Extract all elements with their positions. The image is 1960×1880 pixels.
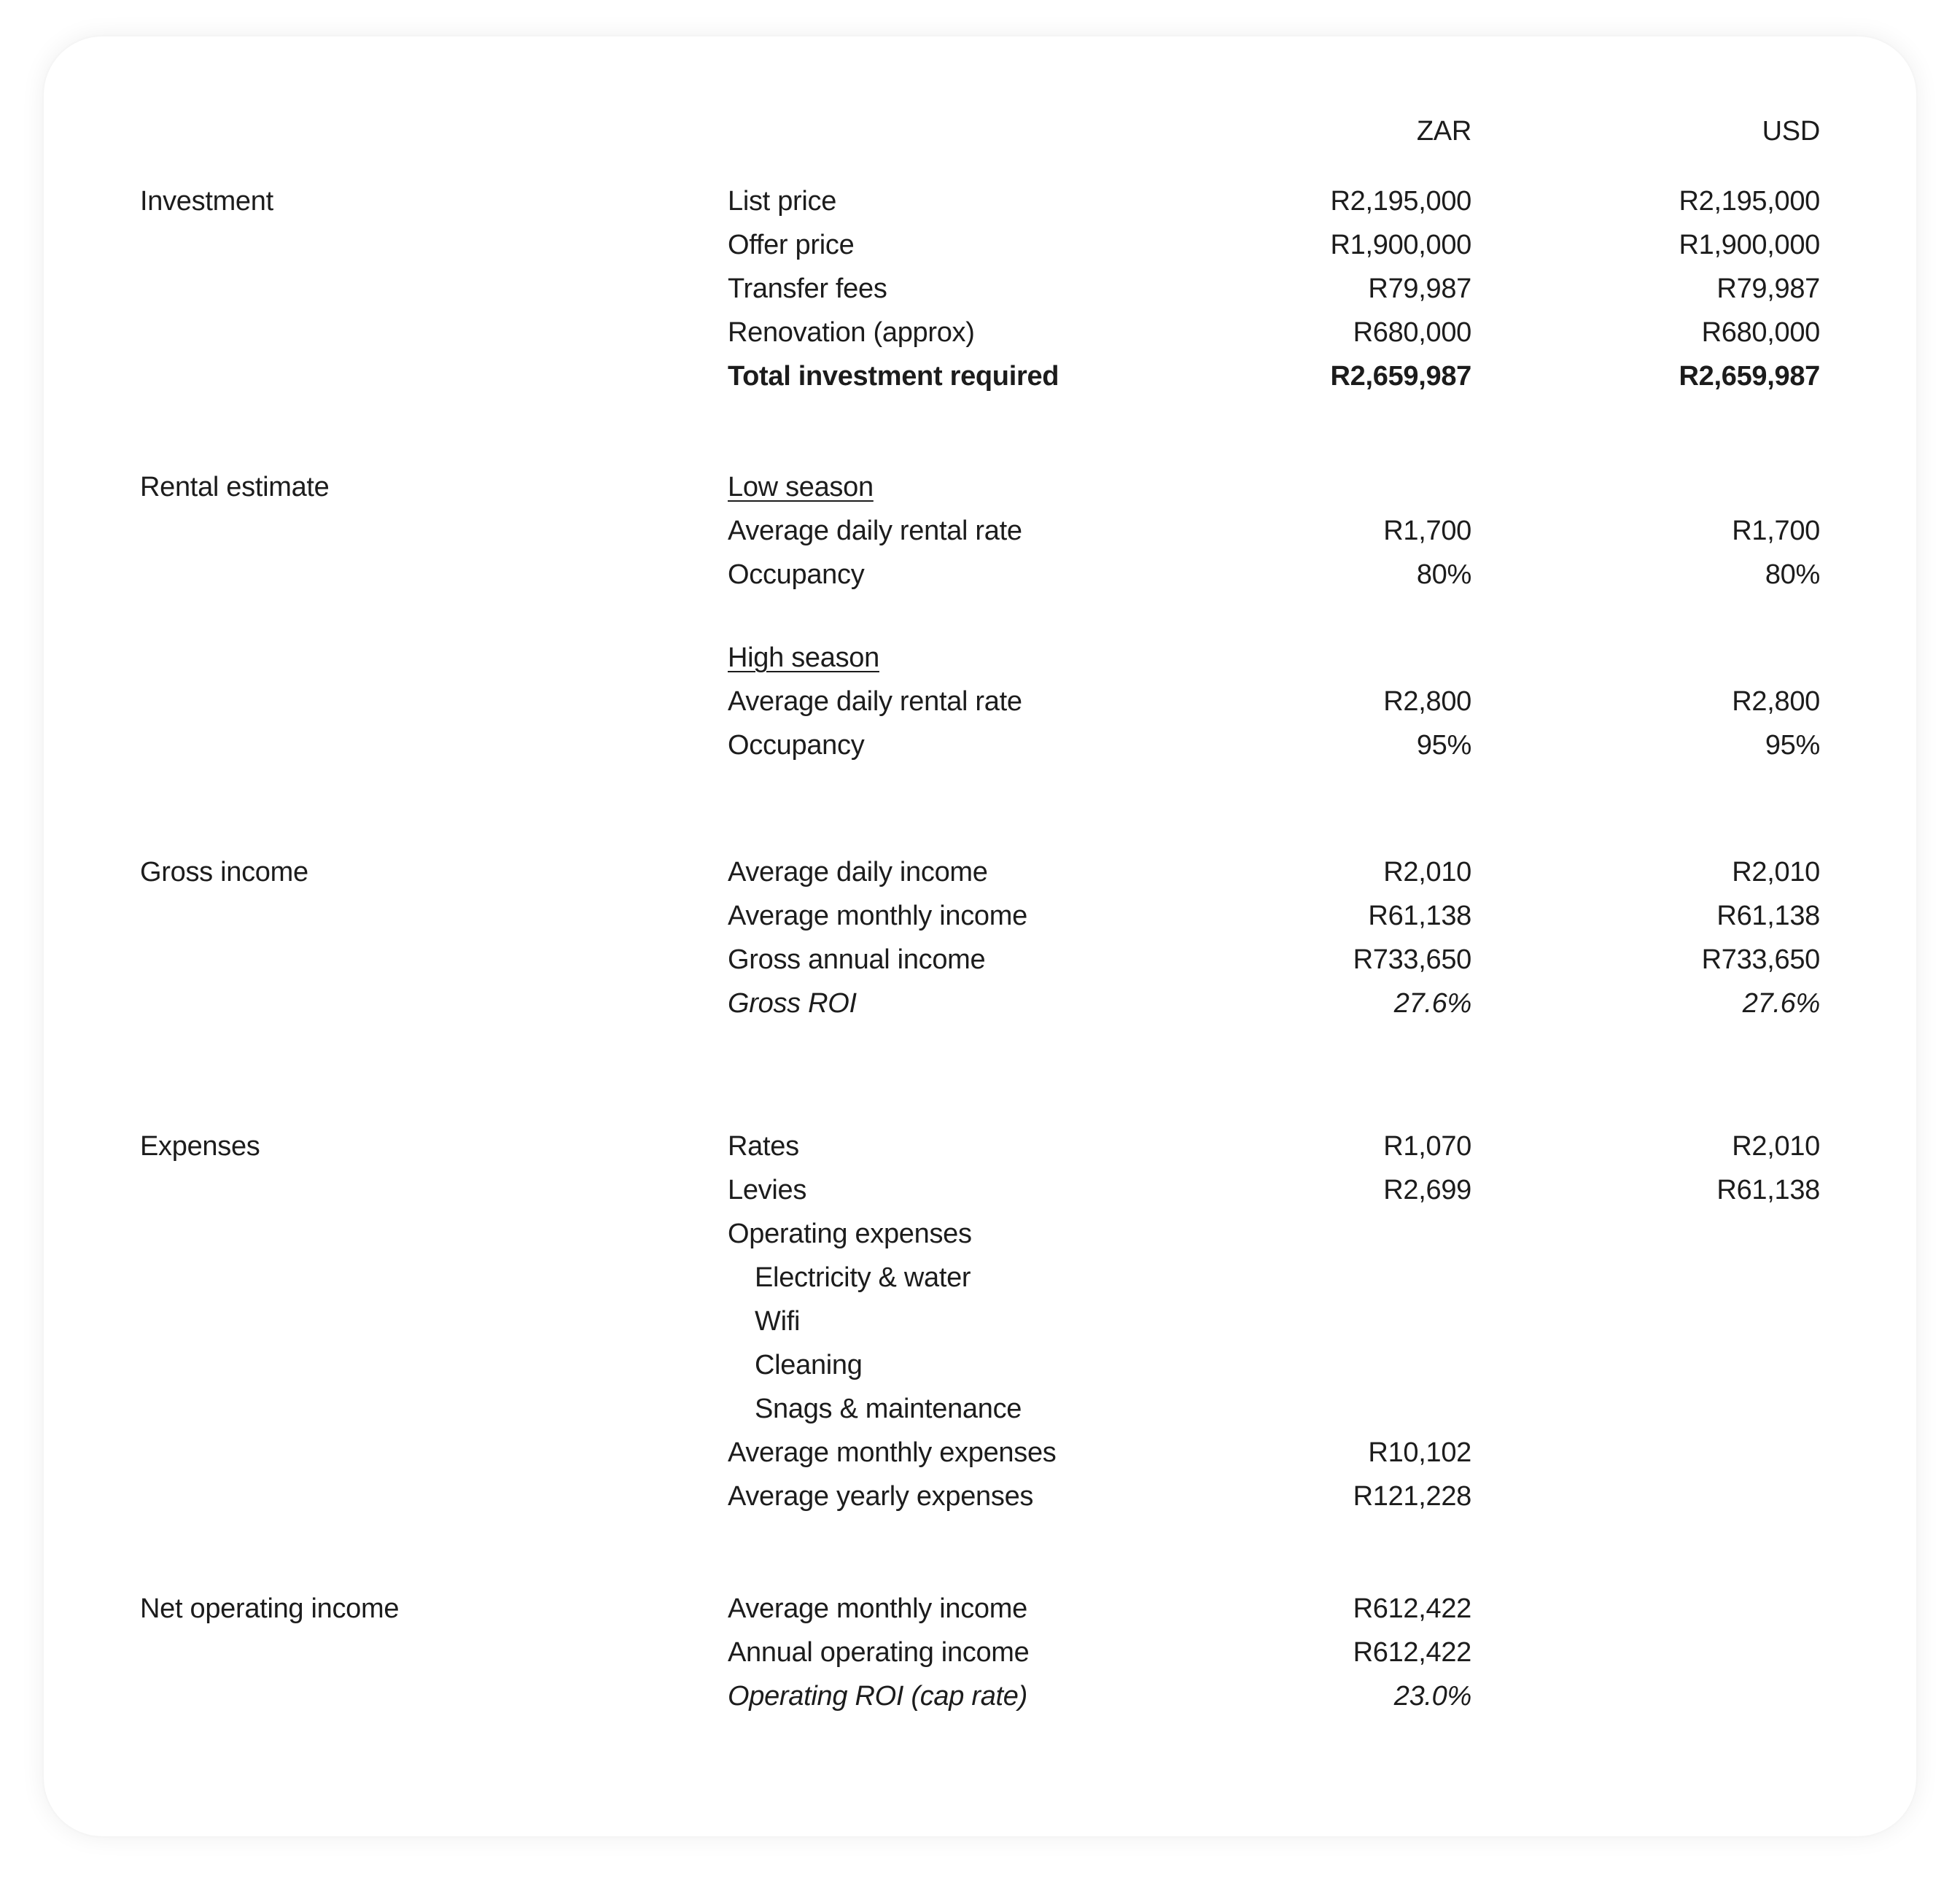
row-label-transfer-fees: Transfer fees (728, 273, 887, 304)
row-label-high-daily-rate: Average daily rental rate (728, 686, 1022, 717)
noi-avg-monthly-income-zar: R612,422 (1353, 1593, 1471, 1624)
row-label-total-investment: Total investment required (728, 361, 1059, 392)
operating-roi-zar: 23.0% (1393, 1681, 1471, 1712)
avg-monthly-income-zar: R61,138 (1368, 901, 1471, 931)
low-occupancy-usd: 80% (1765, 559, 1820, 590)
row-label-low-daily-rate: Average daily rental rate (728, 516, 1022, 546)
avg-monthly-income-usd: R61,138 (1716, 901, 1820, 931)
list-price-usd: R2,195,000 (1679, 186, 1820, 217)
high-occupancy-zar: 95% (1416, 730, 1471, 761)
avg-daily-income-usd: R2,010 (1732, 857, 1820, 887)
section-label-investment: Investment (140, 186, 273, 217)
gross-annual-income-zar: R733,650 (1353, 944, 1471, 975)
section-label-gross-income: Gross income (140, 857, 308, 887)
total-investment-zar: R2,659,987 (1330, 361, 1471, 392)
column-header-zar: ZAR (1416, 116, 1471, 147)
row-label-high-occupancy: Occupancy (728, 730, 865, 761)
list-price-zar: R2,195,000 (1330, 186, 1471, 217)
gross-roi-zar: 27.6% (1393, 988, 1471, 1019)
avg-daily-income-zar: R2,010 (1383, 857, 1471, 887)
row-label-snags-maintenance: Snags & maintenance (755, 1394, 1022, 1424)
row-label-annual-operating-income: Annual operating income (728, 1637, 1030, 1668)
avg-yearly-expenses-zar: R121,228 (1353, 1481, 1471, 1512)
section-label-rental-estimate: Rental estimate (140, 472, 330, 502)
high-season-heading: High season (728, 642, 879, 673)
row-label-avg-monthly-expenses: Average monthly expenses (728, 1437, 1057, 1468)
transfer-fees-usd: R79,987 (1716, 273, 1820, 304)
section-label-net-operating-income: Net operating income (140, 1593, 400, 1624)
row-label-list-price: List price (728, 186, 837, 217)
row-label-rates: Rates (728, 1131, 799, 1162)
transfer-fees-zar: R79,987 (1368, 273, 1471, 304)
high-daily-rate-usd: R2,800 (1732, 686, 1820, 717)
low-daily-rate-zar: R1,700 (1383, 516, 1471, 546)
row-label-low-occupancy: Occupancy (728, 559, 865, 590)
low-season-heading: Low season (728, 472, 874, 502)
high-daily-rate-zar: R2,800 (1383, 686, 1471, 717)
levies-usd: R61,138 (1716, 1175, 1820, 1205)
row-label-operating-roi: Operating ROI (cap rate) (728, 1681, 1027, 1712)
rates-zar: R1,070 (1383, 1131, 1471, 1162)
row-label-noi-avg-monthly-income: Average monthly income (728, 1593, 1027, 1624)
low-daily-rate-usd: R1,700 (1732, 516, 1820, 546)
row-label-cleaning: Cleaning (755, 1350, 863, 1380)
row-label-renovation: Renovation (approx) (728, 317, 975, 348)
row-label-wifi: Wifi (755, 1306, 801, 1337)
renovation-zar: R680,000 (1353, 317, 1471, 348)
high-occupancy-usd: 95% (1765, 730, 1820, 761)
gross-annual-income-usd: R733,650 (1701, 944, 1820, 975)
annual-operating-income-zar: R612,422 (1353, 1637, 1471, 1668)
low-occupancy-zar: 80% (1416, 559, 1471, 590)
renovation-usd: R680,000 (1701, 317, 1820, 348)
row-label-electricity-water: Electricity & water (755, 1262, 971, 1293)
section-label-expenses: Expenses (140, 1131, 260, 1162)
row-label-gross-roi: Gross ROI (728, 988, 857, 1019)
avg-monthly-expenses-zar: R10,102 (1368, 1437, 1471, 1468)
rates-usd: R2,010 (1732, 1131, 1820, 1162)
row-label-levies: Levies (728, 1175, 807, 1205)
row-label-offer-price: Offer price (728, 230, 855, 260)
offer-price-zar: R1,900,000 (1330, 230, 1471, 260)
column-header-usd: USD (1762, 116, 1820, 147)
row-label-avg-yearly-expenses: Average yearly expenses (728, 1481, 1034, 1512)
levies-zar: R2,699 (1383, 1175, 1471, 1205)
row-label-operating-expenses: Operating expenses (728, 1219, 972, 1249)
row-label-avg-daily-income: Average daily income (728, 857, 988, 887)
total-investment-usd: R2,659,987 (1679, 361, 1820, 392)
offer-price-usd: R1,900,000 (1679, 230, 1820, 260)
gross-roi-usd: 27.6% (1742, 988, 1820, 1019)
row-label-avg-monthly-income: Average monthly income (728, 901, 1027, 931)
row-label-gross-annual-income: Gross annual income (728, 944, 986, 975)
